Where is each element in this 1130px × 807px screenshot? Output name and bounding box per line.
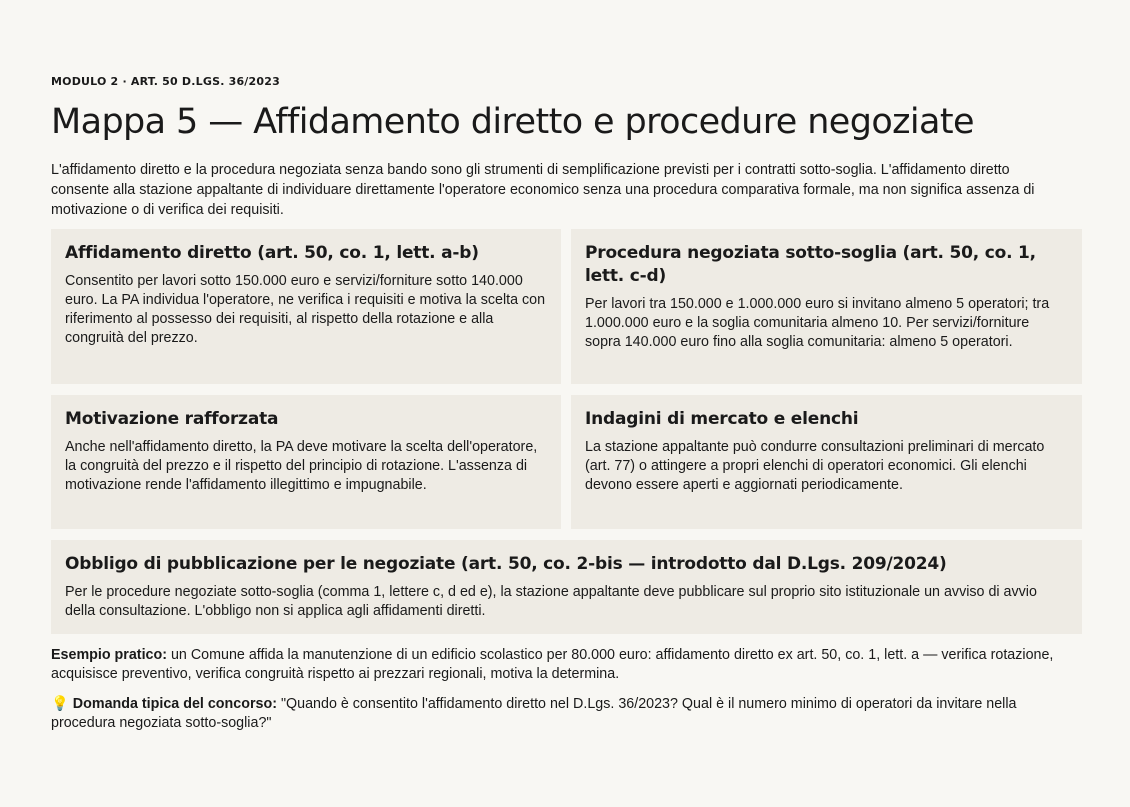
example-note <box>51 646 1071 684</box>
card-body: Per lavori tra 150.000 e 1.000.000 euro si invitano almeno 5 operatori; tra 1.000.000 euro e la soglia comunitaria almeno 10. Per servizi/forniture sopra 140.000 euro fino alla soglia comunitaria: almeno 5 operatori. <box>585 296 1050 350</box>
question-text: "Quando è consentito l'affidamento diretto nel D.Lgs. 36/2023? Qual è il numero minimo di operatori da invitare nella procedura negoziata sotto-soglia?" <box>51 696 1017 731</box>
card-indagini-mercato <box>571 395 1082 529</box>
card-motivazione-rafforzata <box>51 395 561 529</box>
card-affidamento-diretto <box>51 229 561 384</box>
card-title: Obbligo di pubblicazione per le negoziate (art. 50, co. 2-bis — introdotto dal D.Lgs. 209/2024) <box>65 554 947 574</box>
intro-paragraph: L'affidamento diretto e la procedura negoziata senza bando sono gli strumenti di semplificazione previsti per i contratti sotto-soglia. L'affidamento diretto consente alla stazione appaltante di individuare direttamente l'operatore economico senza una procedura comparativa formale, ma non significa assenza di motivazione o di verifica dei requisiti. <box>51 162 1035 218</box>
card-body: La stazione appaltante può condurre consultazioni preliminari di mercato (art. 77) o attingere a propri elenchi di operatori economici. Gli elenchi devono essere aperti e aggiornati periodicamente. <box>585 439 1045 493</box>
card-body: Consentito per lavori sotto 150.000 euro e servizi/forniture sotto 140.000 euro. La PA individua l'operatore, ne verifica i requisiti e motiva la scelta con riferimento al possesso dei requisiti, al rispetto della rotazione e alla congruità del prezzo. <box>65 273 546 346</box>
card-procedura-negoziata <box>571 229 1082 384</box>
card-title: Procedura negoziata sotto-soglia (art. 50, co. 1, lett. c-d) <box>585 243 1036 286</box>
card-title: Motivazione rafforzata <box>65 409 279 429</box>
exam-question-note <box>51 695 1071 733</box>
card-obbligo-pubblicazione <box>51 540 1082 634</box>
example-text: un Comune affida la manutenzione di un edificio scolastico per 80.000 euro: affidamento diretto ex art. 50, co. 1, lett. a — verifica rotazione, acquisisce preventivo, verifica congruità rispetto ai prezzari regionali, motiva la determina. <box>51 647 1054 682</box>
example-label: Esempio pratico: <box>51 647 167 663</box>
card-body: Anche nell'affidamento diretto, la PA deve motivare la scelta dell'operatore, la congruità del prezzo e il rispetto del principio di rotazione. L'assenza di motivazione rende l'affidamento illegittimo e impugnabile. <box>65 439 538 493</box>
question-label: Domanda tipica del concorso: <box>72 696 277 712</box>
lightbulb-icon: 💡 <box>51 696 69 712</box>
card-title: Indagini di mercato e elenchi <box>585 409 859 429</box>
module-eyebrow: MODULO 2 · ART. 50 D.LGS. 36/2023 <box>51 75 280 88</box>
page-title: Mappa 5 — Affidamento diretto e procedure negoziate <box>51 102 974 142</box>
card-title: Affidamento diretto (art. 50, co. 1, lett. a-b) <box>65 243 479 263</box>
card-body: Per le procedure negoziate sotto-soglia (comma 1, lettere c, d ed e), la stazione appaltante deve pubblicare sul proprio sito istituzionale un avviso di avvio della consultazione. L'obbligo non si applica agli affidamenti diretti. <box>65 584 1037 619</box>
